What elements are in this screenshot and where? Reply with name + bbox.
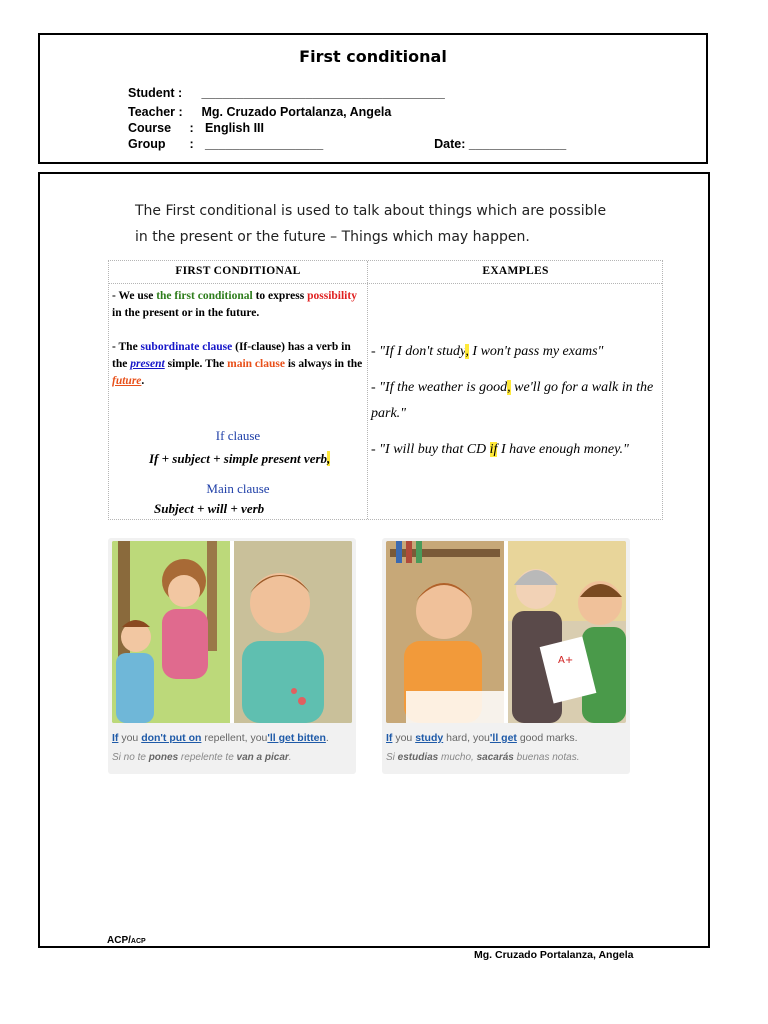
term-first-conditional: the first conditional [156, 290, 253, 302]
examples-cell [371, 339, 659, 473]
teacher-label: Teacher : [128, 105, 183, 119]
caption-english-2: If you study hard, you'll get good marks. [386, 732, 578, 744]
main-clause-title: Main clause [206, 481, 270, 496]
course-value: English III [204, 121, 265, 135]
student-label: Student : [128, 86, 183, 100]
date-blank: ______________ [468, 137, 567, 151]
example-3: - "I will buy that CD if I have enough money." [371, 442, 629, 457]
group-row [128, 137, 566, 151]
intro-line-1: The First conditional is used to talk about things which are possible [135, 203, 607, 219]
intro-line-2: in the present or the future – Things which may happen. [135, 229, 530, 245]
page-title: First conditional [299, 47, 447, 66]
term-possibility: possibility [307, 290, 357, 302]
teacher-row [128, 105, 391, 119]
student-blank: ___________________________________ [201, 86, 445, 100]
illustration-mosquito-bites [112, 541, 352, 723]
example-2: - "If the weather is good, we'll go for a walk in the park." [371, 380, 654, 421]
main-clause-formula: Subject + will + verb [154, 501, 265, 516]
footer-initials: ACP/ACP [107, 935, 146, 946]
caption-spanish-2: Si estudias mucho, sacarás buenas notas. [386, 752, 580, 763]
term-subordinate-clause: subordinate clause [140, 341, 233, 353]
table-header-first-conditional: FIRST CONDITIONAL [175, 265, 301, 277]
group-label: Group [128, 137, 166, 151]
group-blank: _________________ [204, 137, 324, 151]
content-box [38, 172, 710, 948]
term-main-clause: main clause [227, 358, 285, 370]
group-sep: : [189, 137, 194, 151]
illustration-card-repellent [108, 538, 356, 774]
student-row [128, 86, 445, 100]
teacher-value: Mg. Cruzado Portalanza, Angela [201, 105, 392, 119]
footer-author: Mg. Cruzado Portalanza, Angela [474, 949, 634, 961]
example-1: - "If I don't study, I won't pass my exams" [371, 344, 604, 359]
term-future: future [112, 375, 142, 387]
course-sep: : [189, 121, 194, 135]
rule-2: - The subordinate clause (If-clause) has a verb in the present simple. The main clause is always in the future. [112, 341, 363, 387]
term-present: present [130, 358, 165, 370]
table-header-examples: EXAMPLES [482, 265, 549, 277]
if-clause-title: If clause [215, 428, 261, 443]
illustration-card-study [382, 538, 630, 774]
rule-1: - We use the first conditional to express possibility in the present or in the future. [112, 290, 357, 319]
table-header-divider [109, 283, 662, 284]
caption-english-1: If you don't put on repellent, you'll get bitten. [112, 732, 329, 744]
illustration-good-marks [386, 541, 626, 723]
rules-cell [112, 288, 364, 390]
comma-highlight: , [327, 451, 331, 466]
svg-text:A+: A+ [558, 655, 574, 666]
conditional-table [108, 260, 663, 520]
table-column-divider [367, 261, 368, 519]
caption-spanish-1: Si no te pones repelente te van a picar. [112, 752, 292, 763]
header-box [38, 33, 708, 164]
if-clause-formula: If + subject + simple present verb, [149, 451, 331, 466]
intro-text [135, 198, 655, 250]
course-row [128, 121, 264, 135]
date-label: Date: [434, 137, 466, 151]
course-label: Course [128, 121, 172, 135]
